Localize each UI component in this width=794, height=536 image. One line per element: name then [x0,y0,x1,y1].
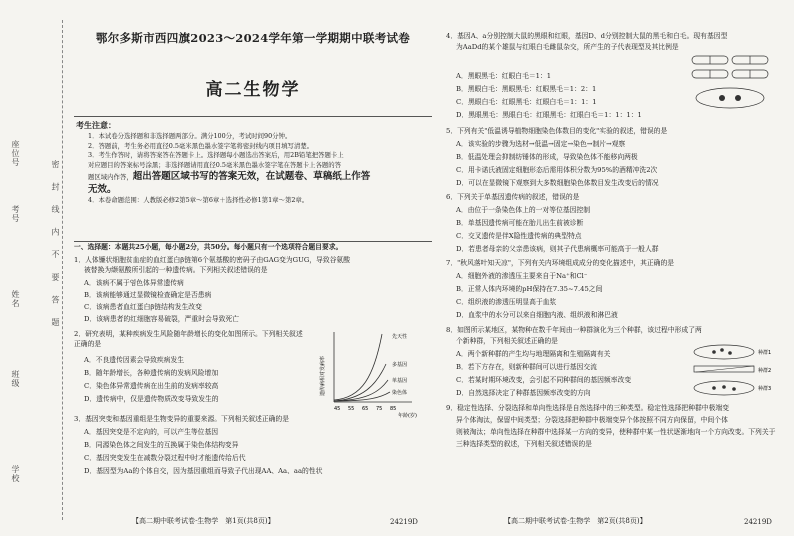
option: A．由位于一条染色体上的一对等位基因控制 [456,206,591,214]
binding-school-label: 学校 [11,465,20,483]
question-stem: 被替换为缬氨酸所引起的一种遗传病。下列相关叙述错误的是 [84,266,268,274]
option: D．黑眼黑毛：黑眼白毛：红眼黑毛：红眼白毛＝1：1：1：1 [456,111,642,119]
binding-name-label: 姓名 [11,290,20,308]
question-stem: 5．下列有关"低温诱导植物细胞染色体数目的变化"实验的叙述，错误的是 [446,127,668,135]
question-stem: 三种选择类型的叙述，下列相关叙述错误的是 [456,440,592,448]
question-stem: 异个体淘汰，保留中间类型；分裂选择把种群中极端变异个体按照不同方向保留，中间个体 [456,416,728,424]
y-axis-label: 遗传病相对发病率 [320,355,326,396]
option: A．细胞外液的渗透压主要来自于Na⁺和Cl⁻ [456,272,588,280]
option: C．基因突变发生在减数分裂过程中时才能遗传给后代 [84,454,246,462]
question-stem: 个新种群，下列相关叙述正确的是 [456,337,558,345]
option: B．若下方存在，则新种群间可以进行基因交流 [456,363,597,371]
option: A．两个新种群的产生均与地理隔离和生殖隔离有关 [456,350,611,358]
option: D．该病患者的红细胞容易破裂，严重时会导致死亡 [84,315,239,323]
question-stem: 9．稳定性选择、分裂选择和单向性选择是自然选择中的三种类型。稳定性选择把种群中极端变 [446,404,729,412]
option: D．自然选择决定了种群基因频率改变的方向 [456,389,591,397]
option: A．不良遗传因素会导致疾病发生 [84,356,185,364]
footer-code: 24219D [390,518,418,526]
option: C．若某时期环境改变，会引起不同种群间的基因频率改变 [456,376,632,384]
population-label: 种群2 [758,368,772,374]
option: D．遗传病中，仅是遗传物质改变导致发生的 [84,395,219,403]
notice-item: 3．考生作答时，请将答案答在答题卡上。选择题每小题选出答案后，用2B铅笔把答题卡上 [88,151,344,159]
notice-item: 对应题目的答案标号涂黑；非选择题请用直径0.5毫米黑色墨水签字笔在答题卡上各题的答 [88,160,342,169]
population-diagram [684,342,784,402]
series-label: 先天性 [392,334,408,340]
x-tick: 65 [362,406,369,412]
notice-box [74,116,432,242]
question-stem: 3．基因突变和基因重组是生物变异的重要来源。下列相关叙述正确的是 [74,415,290,423]
option: B．该病能够通过显微镜检查确定是否患病 [84,291,212,299]
option: B．随年龄增长，各种遗传病的发病风险增加 [84,369,219,377]
x-tick: 55 [348,406,355,412]
x-axis-label: 年龄(岁) [398,413,417,418]
page-left [72,0,434,536]
page-right [444,0,788,536]
incidence-graph [312,326,430,418]
option: A．该实验的步骤为选材→低温→固定→染色→制片→观察 [456,140,626,148]
subject-title: 高二生物学 [205,80,301,100]
seal-line [62,20,63,520]
notice-item: 2．答题前，考生务必用直径0.5毫米黑色墨水签字笔将密封线内项目填写清楚。 [88,141,314,150]
question-stem: 则被淘汰；单向性选择在种群中选择某一方向的变异，使种群中某一性状逐渐地向一个方向改变。下列关于 [456,428,776,436]
option: D．基因型为Aa的个体自交，因为基因重组而导致子代出现AA、Aa、aa的性状 [84,467,323,475]
option: D．可以在显微镜下观察到大多数细胞染色体数目发生改变后的情况 [456,179,659,187]
option: C．黑眼白毛：红眼黑毛：红眼白毛＝1：1：1 [456,98,597,106]
series-label: 单基因 [392,378,408,384]
x-tick: 85 [390,406,397,412]
notice-emphasis: 超出答题区域书写的答案无效，在试题卷、草稿纸上作答 [132,171,371,182]
seal-warning-text: 密 封 线 内 不 要 答 题 [51,160,60,332]
chromosome-figure [682,52,782,114]
notice-item: 1．本试卷分选择题和非选择题两部分。满分100分，考试时间90分钟。 [88,132,292,140]
notice-heading: 考生注意： [76,120,116,130]
population-label: 种群1 [758,350,772,356]
option: B．同源染色体之间发生的互换属于染色体结构变异 [84,441,239,449]
option: A．黑眼黑毛：红眼白毛＝1：1 [456,72,552,80]
x-tick: 75 [376,406,383,412]
footer-code: 24219D [744,518,772,526]
option: D．若患者母亲的父亲患该病，则其子代患病概率可能高于一般人群 [456,245,659,253]
x-tick: 45 [334,406,341,412]
question-stem: 1．人体镰状细胞贫血症的血红蛋白β链第6个氨基酸的密码子由GAG变为GUG，导致谷氨酸 [74,256,351,264]
notice-item: 4．本卷命题范围：人教版必修2第5章～第6章＋选择性必修1第1章～第2章。 [88,196,309,204]
option: C．交叉遗传是伴X隐性遗传病的典型特点 [456,232,582,240]
question-stem: 7．"秋风落叶知天凉"，下列有关内环境组成成分的变化描述中，其正确的是 [446,259,675,267]
option: C．用卡诺氏液固定细胞形态后需用体积分数为95%的酒精冲洗2次 [456,166,658,174]
option: C．该病患者血红蛋白β链结构发生改变 [84,303,202,311]
footer-exam-label: 【高二期中联考试卷·生物学 第2页(共8页)】 [504,517,647,525]
option: A．该病不属于염色体异常遗传病 [84,279,184,287]
option: D．血浆中的水分可以来自细胞内液、组织液和淋巴液 [456,311,618,319]
option: B．黑眼白毛：黑眼黑毛：红眼黑毛＝1：2：1 [456,85,597,93]
binding-seat-no-label: 座位号 [11,140,20,167]
option: C．染色体异常遗传病在出生前的发病率较高 [84,382,219,390]
question-stem: 8．如图所示某地区，某物种在数千年间由一种群演化为三个种群，该过程中形成了两 [446,326,702,334]
binding-exam-no-label: 考号 [11,205,20,223]
binding-class-label: 班级 [11,370,20,388]
option: C．组织液的渗透压明显高于血浆 [456,298,557,306]
option: B．低温处理会抑制纺锤体的形成，导致染色体不能移向两极 [456,153,638,161]
population-label: 种群3 [758,386,772,392]
binding-margin [0,0,70,536]
option: A．基因突变是不定向的，可以产生等位基因 [84,428,219,436]
question-stem: 2．研究表明，某种疾病发生风险随年龄增长的变化如图所示。下列相关叙述正确的是 [74,330,303,348]
notice-emphasis: 无效。 [88,184,117,195]
series-label: 多基因 [392,362,408,368]
question-stem: 4．基因A、a分别控制大鼠的黑眼和红眼，基因D、d分别控制大鼠的黑毛和白毛。现有基因型 [446,32,728,40]
exam-title: 鄂尔多斯市西四旗2023～2024学年第一学期期中联考试卷 [95,31,411,45]
question-stem: 6．下列关于单基因遗传病的叙述，错误的是 [446,193,580,201]
option: B．单基因遗传病可能在胎儿出生前被诊断 [456,219,584,227]
section-heading: 一、选择题：本题共25小题，每小题2分，共50分。每小题只有一个选项符合题目要求。 [74,243,343,251]
series-label: 染色体 [392,390,408,396]
question-stem: 为AaDd的某个雄鼠与红眼白毛雌鼠杂交，所产生的子代表现型及其比例是 [456,43,679,51]
option: B．正常人体内环境的pH保持在7.35~7.45之间 [456,285,603,293]
footer-exam-label: 【高二期中联考试卷·生物学 第1页(共8页)】 [132,517,275,525]
notice-item: 题区域内作答， [88,173,133,181]
